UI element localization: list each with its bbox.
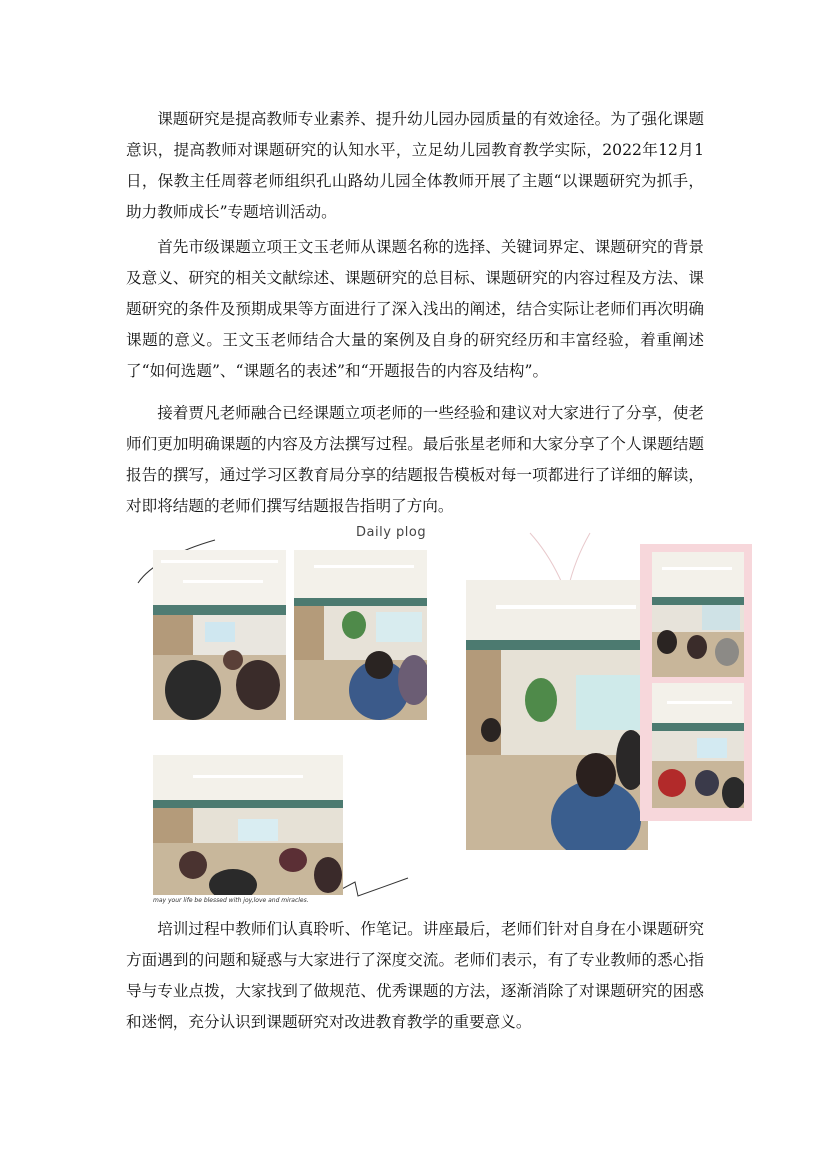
photo-classroom-3	[153, 755, 343, 895]
paragraph-second-speaker: 接着贾凡老师融合已经课题立项老师的一些经验和建议对大家进行了分享，使老师们更加明确课题的内容及方法撰写过程。最后张星老师和大家分享了个人课题结题报告的撰写，通过学习区教育局分享的结题报告模板对每一项都进行了详细的解读，对即将结题的老师们撰写结题报告指明了方向。	[126, 404, 704, 515]
photo-classroom-1	[153, 550, 286, 720]
photo-classroom-5	[652, 552, 744, 677]
photo-classroom-4	[466, 580, 648, 850]
paragraph-conclusion: 培训过程中教师们认真聆听、作笔记。讲座最后，老师们针对自身在小课题研究方面遇到的问题和疑惑与大家进行了深度交流。老师们表示，有了专业教师的悉心指导与专业点拨，大家找到了做规范、优秀课题的方法，逐渐消除了对课题研究的困惑和迷惘，充分认识到课题研究对改进教育教学的重要意义。	[126, 920, 704, 1031]
paragraph-intro: 课题研究是提高教师专业素养、提升幼儿园办园质量的有效途径。为了强化课题意识，提高教师对课题研究的认知水平，立足幼儿园教育教学实际，2022年12月1日，保教主任周蓉老师组织孔山路幼儿园全体教师开展了主题“以课题研究为抓手，助力教师成长”专题培训活动。	[126, 110, 704, 221]
paragraph-first-speaker: 首先市级课题立项王文玉老师从课题名称的选择、关键词界定、课题研究的背景及意义、研究的相关文献综述、课题研究的总目标、课题研究的内容过程及方法、课题研究的条件及预期成果等方面进行了深入浅出的阐述，结合实际让老师们再次明确课题的意义。王文玉老师结合大量的案例及自身的研究经历和丰富经验，着重阐述了“如何选题”、“课题名的表述”和“开题报告的内容及结构”。	[126, 238, 704, 380]
collage-caption: may your life be blessed with joy,love and miracles.	[153, 897, 309, 904]
collage-title: Daily plog	[356, 525, 427, 540]
photo-classroom-2	[294, 550, 427, 720]
photo-classroom-6	[652, 683, 744, 808]
